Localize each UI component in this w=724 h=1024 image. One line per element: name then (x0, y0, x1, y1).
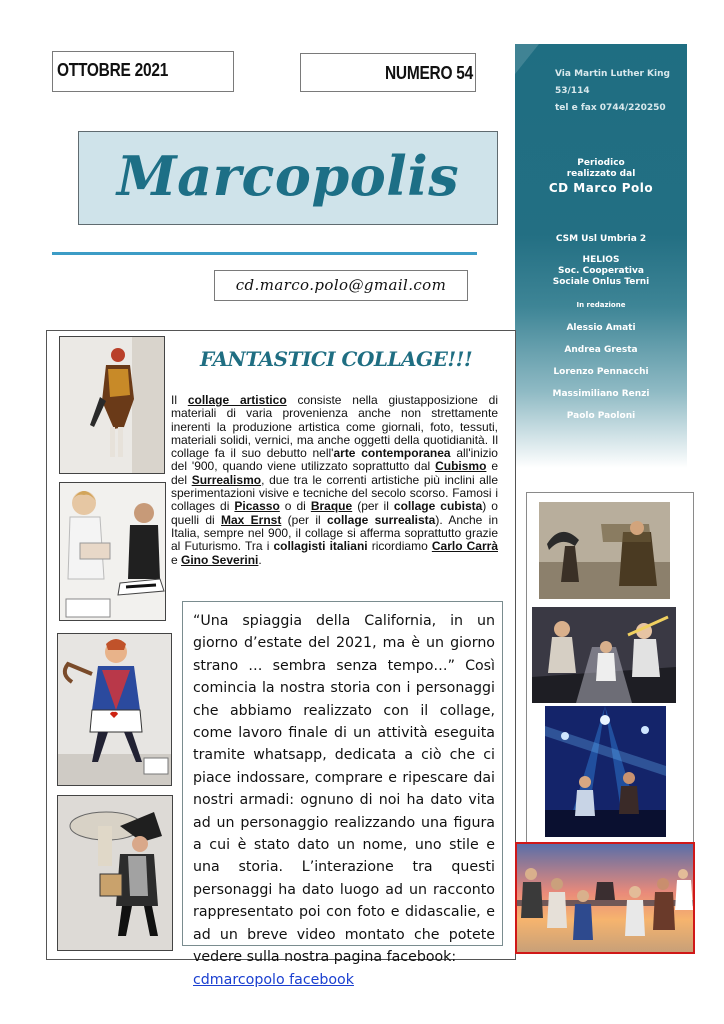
masthead (78, 131, 498, 225)
keyword-arte-contemporanea: arte contemporanea (333, 446, 451, 461)
divider (52, 252, 477, 255)
date-box (52, 51, 234, 92)
corner-notch (515, 44, 539, 74)
keyword-carlo-carra: Carlo Carrà (431, 539, 498, 554)
collage-photo-2 (59, 482, 166, 621)
collage-photo-4 (57, 795, 173, 951)
keyword-max-ernst: Max Ernst (221, 512, 282, 527)
keyword-picasso: Picasso (234, 499, 280, 514)
contact-email[interactable]: cd.marco.polo@gmail.com (235, 276, 447, 294)
address-street: Via Martin Luther King (555, 69, 670, 79)
gallery-photo-3 (545, 706, 666, 837)
keyword-surrealismo: Surrealismo (191, 472, 262, 487)
article-title: FANTASTICI COLLAGE!!! (200, 347, 473, 371)
article-body: Il collage artistico consiste nella giustapposizione di materiali di varia provenienza anche non strettamente inerenti la produzione artistica come giornali, foto, tessuti, materiali solidi, vernici, ma anche oggetti della quotidianità. Il collage fa il suo debutto nell'arte contemporanea all'inizio del '900, quando viene utilizzato soprattutto dal Cubismo e del Surrealismo, due tra le correnti artistiche più inclini alle sperimentazioni visive e tecniche del secolo scorso. Famosi i collages di Picasso o di Braque (per il collage cubista) o quelli di Max Ernst (per il collage surrealista). Anche in Italia, sempre nel 900, il collage si afferma soprattutto grazie al Futurismo. Tra i collagisti italiani ricordiamo Carlo Carrà e Gino Severini. (171, 393, 499, 567)
gallery-photo-4-highlighted (515, 842, 695, 954)
periodico-line2: realizzato dal (566, 169, 636, 179)
collage-photo-1 (59, 336, 165, 474)
editor-name: Paolo Paoloni (566, 411, 636, 421)
issue-date: OTTOBRE 2021 (57, 60, 169, 80)
keyword-cubismo: Cubismo (435, 459, 487, 474)
helios-line2: Soc. Cooperativa (558, 266, 644, 276)
editor-name: Lorenzo Pennacchi (553, 367, 649, 377)
editor-name: Massimiliano Renzi (552, 389, 650, 399)
helios-line1: HELIOS (582, 255, 620, 265)
phone-fax: tel e fax 0744/220250 (555, 103, 666, 113)
address-block (555, 66, 670, 117)
editor-name: Andrea Gresta (564, 345, 638, 355)
periodico-line1: Periodico (577, 158, 625, 168)
csm-label: CSM Usl Umbria 2 (555, 234, 647, 244)
collage-photo-3 (57, 633, 172, 786)
newspaper-title: Marcopolis (116, 144, 460, 208)
periodico-block (515, 158, 687, 180)
keyword-gino-severini: Gino Severini (181, 552, 259, 567)
story-box (182, 601, 503, 988)
center-name: CD Marco Polo (548, 181, 654, 195)
redazione-label: In redazione (576, 301, 626, 309)
helios-block (515, 255, 687, 288)
facebook-link[interactable]: cdmarcopolo facebook (193, 971, 354, 988)
editor-name: Alessio Amati (566, 323, 636, 333)
keyword-collagisti-italiani: collagisti italiani (273, 539, 368, 554)
keyword-collage-surrealista: collage surrealista (326, 512, 436, 527)
email-box (214, 270, 468, 301)
keyword-collage-cubista: collage cubista (393, 499, 483, 514)
story-text: “Una spiaggia della California, in un giorno d’estate del 2021, ma è un giorno strano … sembra senza tempo…” Così comincia la nostra storia con i personaggi che abbiamo realizzato con il collage, come lavoro finale di un attività eseguita tramite whatsapp, dedicata a ciò che ci piace indossare, comprare e ripescare dai nostri armadi: ognuno di noi ha dato vita ad un personaggio realizzando una figura a cui è stato dato un nome, uno stile e una storia. L’interazione tra questi personaggi ha dato luogo ad un racconto rappresentato poi con foto e didascalie, e ad un breve video montato che potete vedere sulla nostra pagina facebook: cdmarcopolo facebook (193, 613, 495, 988)
gallery-photo-2 (532, 607, 676, 703)
gallery-photo-1 (539, 502, 670, 599)
keyword-collage-artistico: collage artistico (187, 393, 287, 407)
address-number: 53/114 (555, 86, 590, 96)
issue-number-box (300, 53, 476, 92)
helios-line3: Sociale Onlus Terni (552, 277, 650, 287)
keyword-braque: Braque (310, 499, 353, 514)
sidebar (515, 44, 687, 468)
issue-number: NUMERO 54 (384, 63, 473, 83)
